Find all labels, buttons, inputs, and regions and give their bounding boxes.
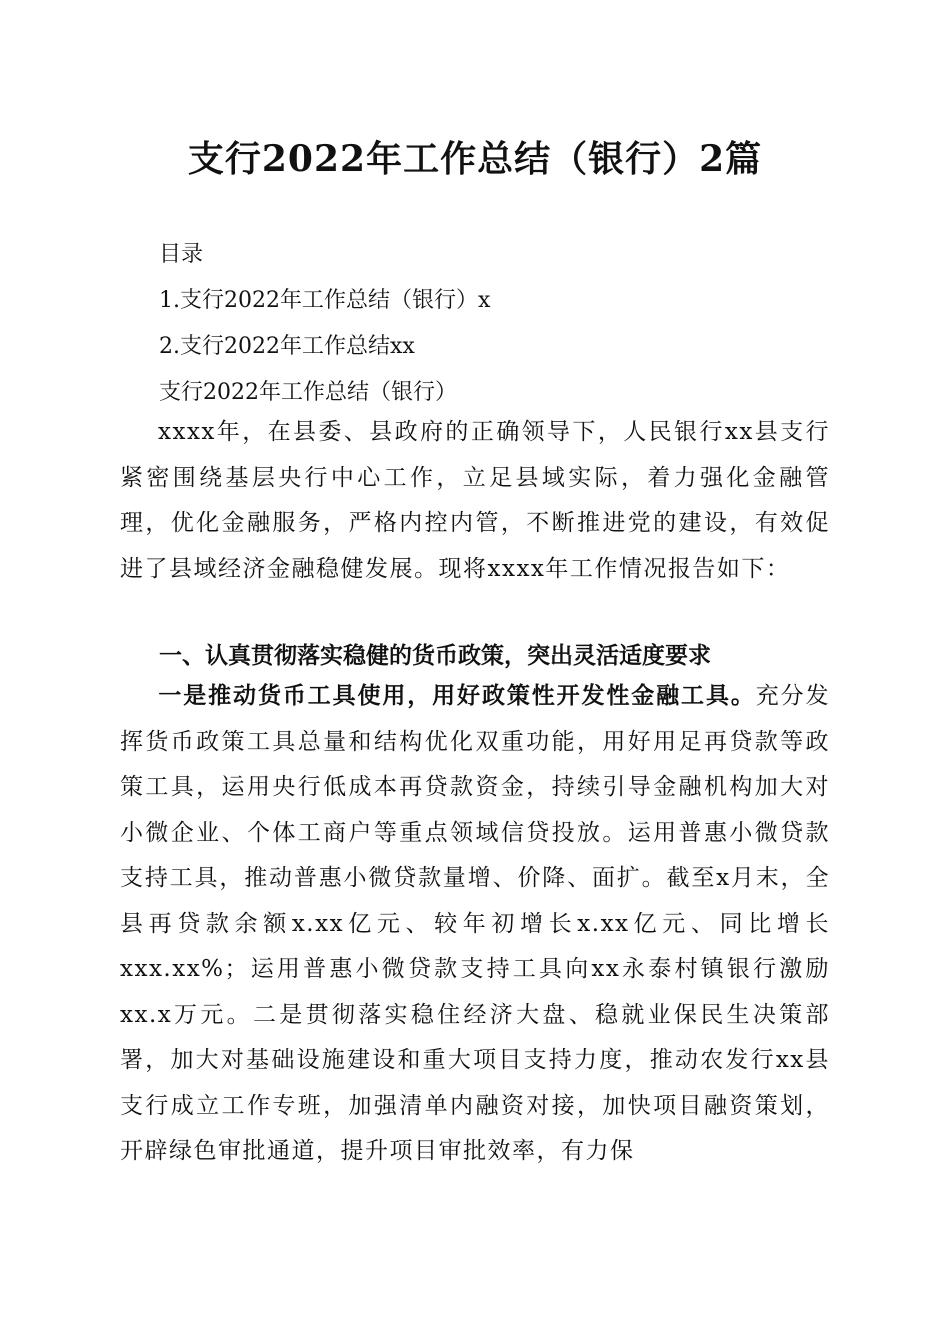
article-title: 支行2022年工作总结（银行）: [159, 380, 457, 405]
paragraph-body: 充分发挥货币政策工具总量和结构优化双重功能，用好用足再贷款等政策工具，运用央行低成本再贷款资金，持续引导金融机构加大对小微企业、个体工商户等重点领域信贷投放。运用普惠小微贷款支持工具，推动普惠小微贷款量增、价降、面扩。截至x月末，全县再贷款余额x.xx亿元、较年初增长x.xx亿元、同比增长xxx.xx%；运用普惠小微贷款支持工具向xx永泰村镇银行激励xx.x万元。二是贯彻落实稳住经济大盘、稳就业保民生决策部署，加大对基础设施建设和重大项目支持力度，推动农发行xx县支行成立工作专班，加强清单内融资对接，加快项目融资策划，开辟绿色审批通道，提升项目审批效率，有力保: [120, 683, 831, 1164]
intro-paragraph: [120, 410, 830, 592]
table-of-contents: [159, 232, 859, 416]
section-heading: 一、认真贯彻落实稳健的货币政策，突出灵活适度要求: [159, 643, 711, 669]
toc-item[interactable]: 1.支行2022年工作总结（银行）x: [159, 288, 491, 313]
document-title: 支行2022年工作总结（银行）2篇: [187, 138, 763, 180]
toc-item[interactable]: 2.支行2022年工作总结xx: [159, 334, 415, 359]
intro-paragraph-text: xxxx年，在县委、县政府的正确领导下，人民银行xx县支行紧密围绕基层央行中心工作，立足县域实际，着力强化金融管理，优化金融服务，严格内控内管，不断推进党的建设，有效促进了县域经济金融稳健发展。现将xxxx年工作情况报告如下：: [120, 419, 830, 582]
paragraph-lead: 一是推动货币工具使用，用好政策性开发性金融工具。: [158, 683, 756, 709]
section-paragraph: [120, 674, 830, 1175]
toc-heading: 目录: [159, 242, 204, 267]
